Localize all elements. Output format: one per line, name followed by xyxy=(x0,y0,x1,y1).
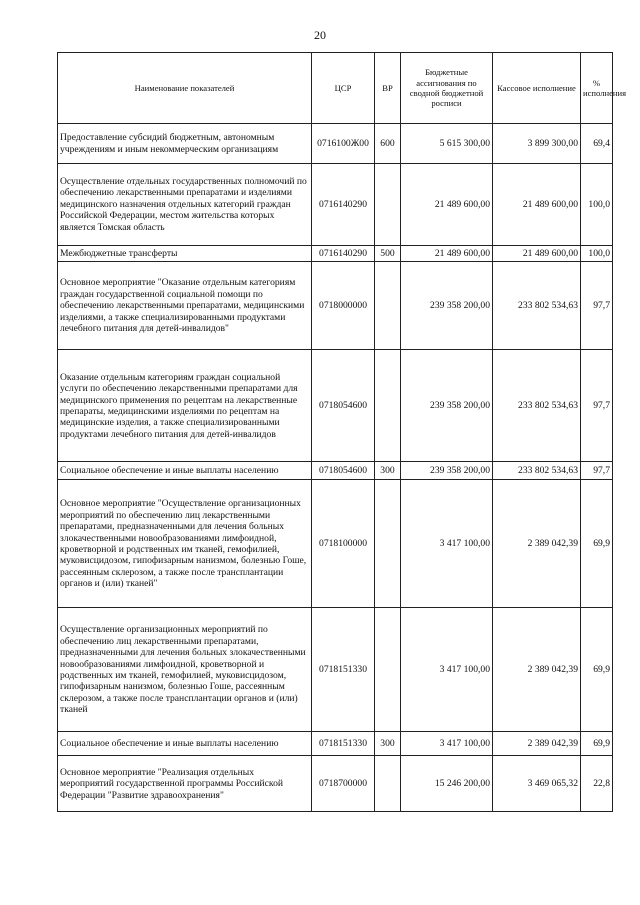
header-vr: ВР xyxy=(375,53,401,124)
row-percent: 69,4 xyxy=(581,124,613,164)
row-csr: 0718054600 xyxy=(312,462,375,480)
row-name: Осуществление отдельных государственных полномочий по обеспечению лекарственными препаратами и изделиями медицинского назначения отдельных категорий граждан Российской Федерации, местом жительства которых является Томская область xyxy=(58,164,312,246)
row-budget: 3 417 100,00 xyxy=(401,732,493,756)
row-name: Осуществление организационных мероприятий по обеспечению лиц лекарственными препаратами, предназначенными для лечения больных злокачественными новообразованиями лимфоидной, кроветворной и родственных им тканей, гемофилией, муковисцидозом, гипофизарным нанизмом, болезнью Гоше, рассеянным склерозом, а также после трансплантации органов и (или) тканей xyxy=(58,608,312,732)
row-csr: 0718151330 xyxy=(312,608,375,732)
row-percent: 97,7 xyxy=(581,262,613,350)
row-cash: 233 802 534,63 xyxy=(493,262,581,350)
table-row xyxy=(58,164,613,246)
row-cash: 2 389 042,39 xyxy=(493,608,581,732)
row-budget: 21 489 600,00 xyxy=(401,164,493,246)
row-percent: 69,9 xyxy=(581,608,613,732)
table-header-row xyxy=(58,53,613,124)
row-name: Оказание отдельным категориям граждан социальной услуги по обеспечению лекарственными препаратами для медицинского применения по рецептам на лекарственные препараты, медицинскими изделиями по рецептам на медицинские изделия, а также специализированными продуктами лечебного питания для детей-инвалидов xyxy=(58,350,312,462)
row-csr: 0718054600 xyxy=(312,350,375,462)
row-cash: 2 389 042,39 xyxy=(493,480,581,608)
table-row xyxy=(58,262,613,350)
row-vr: 300 xyxy=(375,732,401,756)
row-vr xyxy=(375,480,401,608)
row-budget: 3 417 100,00 xyxy=(401,608,493,732)
table-row xyxy=(58,350,613,462)
row-cash: 21 489 600,00 xyxy=(493,246,581,262)
row-budget: 239 358 200,00 xyxy=(401,350,493,462)
row-vr: 300 xyxy=(375,462,401,480)
page-number: 20 xyxy=(314,28,326,42)
row-name: Основное мероприятие "Оказание отдельным категориям граждан государственной социальной помощи по обеспечению лекарственными препаратами, медицинскими изделиями, а также специализированными продуктами лечебного питания для детей-инвалидов" xyxy=(58,262,312,350)
row-name: Основное мероприятие "Осуществление организационных мероприятий по обеспечению лиц лекарственными препаратами, предназначенными для лечения больных злокачественными новообразованиями лимфоидной, кроветворной и родственных им тканей, гемофилией, муковисцидозом, гипофизарным нанизмом, болезнью Гоше, рассеянным склерозом, а также после трансплантации органов и (или) тканей" xyxy=(58,480,312,608)
row-percent: 69,9 xyxy=(581,480,613,608)
row-vr: 500 xyxy=(375,246,401,262)
row-budget: 3 417 100,00 xyxy=(401,480,493,608)
row-cash: 233 802 534,63 xyxy=(493,350,581,462)
table-row xyxy=(58,124,613,164)
header-cash: Кассовое исполнение xyxy=(493,53,581,124)
row-cash: 21 489 600,00 xyxy=(493,164,581,246)
row-cash: 233 802 534,63 xyxy=(493,462,581,480)
table-row xyxy=(58,608,613,732)
row-budget: 21 489 600,00 xyxy=(401,246,493,262)
row-csr: 0718151330 xyxy=(312,732,375,756)
row-percent: 97,7 xyxy=(581,462,613,480)
header-name: Наименование показателей xyxy=(58,53,312,124)
row-name: Предоставление субсидий бюджетным, автономным учреждениям и иным некоммерческим организациям xyxy=(58,124,312,164)
row-vr xyxy=(375,164,401,246)
table-row xyxy=(58,732,613,756)
header-budget: Бюджетные ассигнования по сводной бюджетной росписи xyxy=(401,53,493,124)
table-row xyxy=(58,246,613,262)
row-budget: 239 358 200,00 xyxy=(401,262,493,350)
row-name: Основное мероприятие "Реализация отдельных мероприятий государственной программы Российской Федерации "Развитие здравоохранения" xyxy=(58,756,312,812)
row-csr: 0718100000 xyxy=(312,480,375,608)
row-csr: 0718700000 xyxy=(312,756,375,812)
table-row xyxy=(58,756,613,812)
row-name: Социальное обеспечение и иные выплаты населению xyxy=(58,462,312,480)
header-percent: % исполнения xyxy=(581,53,613,124)
row-budget: 239 358 200,00 xyxy=(401,462,493,480)
row-cash: 3 899 300,00 xyxy=(493,124,581,164)
row-vr xyxy=(375,756,401,812)
row-cash: 2 389 042,39 xyxy=(493,732,581,756)
row-percent: 97,7 xyxy=(581,350,613,462)
row-csr: 0718000000 xyxy=(312,262,375,350)
row-vr xyxy=(375,350,401,462)
row-name: Межбюджетные трансферты xyxy=(58,246,312,262)
row-csr: 0716140290 xyxy=(312,164,375,246)
row-percent: 100,0 xyxy=(581,246,613,262)
row-budget: 15 246 200,00 xyxy=(401,756,493,812)
row-percent: 100,0 xyxy=(581,164,613,246)
row-name: Социальное обеспечение и иные выплаты населению xyxy=(58,732,312,756)
row-vr: 600 xyxy=(375,124,401,164)
row-csr: 0716100Ж00 xyxy=(312,124,375,164)
row-vr xyxy=(375,608,401,732)
row-vr xyxy=(375,262,401,350)
row-budget: 5 615 300,00 xyxy=(401,124,493,164)
row-percent: 69,9 xyxy=(581,732,613,756)
header-csr: ЦСР xyxy=(312,53,375,124)
row-cash: 3 469 065,32 xyxy=(493,756,581,812)
table-row xyxy=(58,480,613,608)
table-row xyxy=(58,462,613,480)
row-percent: 22,8 xyxy=(581,756,613,812)
row-csr: 0716140290 xyxy=(312,246,375,262)
budget-execution-table xyxy=(57,52,627,812)
